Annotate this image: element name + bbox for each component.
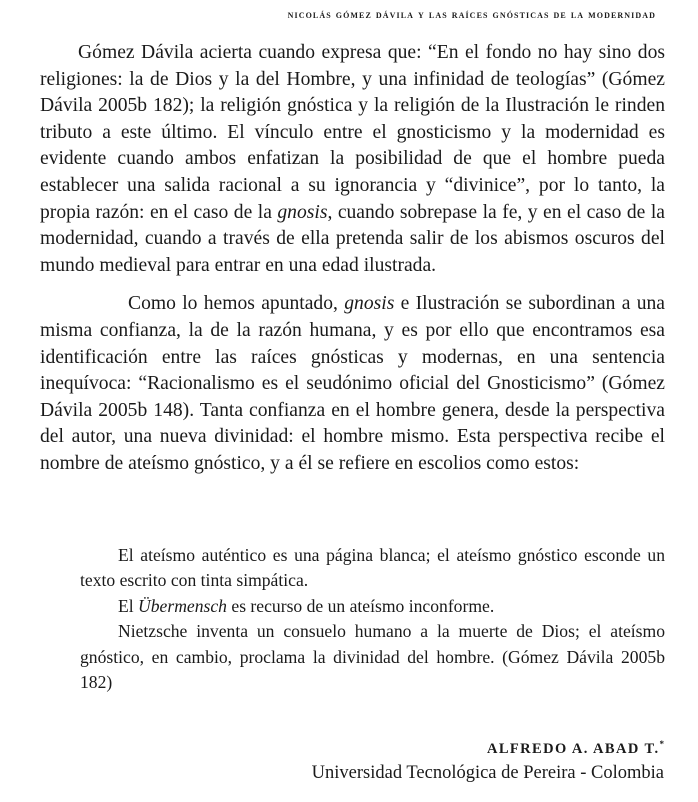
quote-3: Nietzsche inventa un consuelo humano a la muerte de Dios; el ateísmo gnóstico, en cambio, proclama la divinidad del hombre. (Gómez Dávila 2005b 182) <box>80 621 665 693</box>
running-head: nicolás gómez dávila y las raíces gnósticas de la modernidad <box>287 9 656 21</box>
quote-2-text-b: es recurso de un ateísmo inconforme. <box>226 595 495 616</box>
paragraph-1-text-b: , cuando sobrepase la fe, y en el caso de la modernidad, cuando a través de ella pretenda salir de los abismos oscuros del mundo medieval para entrar en una edad ilustrada. <box>40 201 665 276</box>
quote-2-text-a: El <box>118 595 139 616</box>
paragraph-2-italic: gnosis <box>344 293 395 315</box>
paragraph-1-text-a: Gómez Dávila acierta cuando expresa que: “En el fondo no hay sino dos religiones: la de Dios y la del Hombre, y una infinidad de teologías” (Gómez Dávila 2005b 182); la religión gnóstica y la religión de la Ilustración le rinden tributo a este último. El vínculo entre el gnosticismo y la modernidad es evidente cuando ambos enfatizan la posibilidad de que el hombre pueda establecer una salida racional a su ignorancia y “divinice”, por lo tanto, la propia razón: en el caso de la <box>40 42 665 223</box>
paragraph-2 <box>40 291 665 477</box>
quote-2 <box>80 594 665 619</box>
quote-2-italic: Übermensch <box>138 595 227 616</box>
block-quote <box>80 543 665 695</box>
paragraph-1 <box>40 40 665 279</box>
paragraph-1-italic: gnosis <box>277 201 328 223</box>
signature <box>312 733 664 786</box>
footnote-mark: * <box>659 739 664 749</box>
author-name <box>312 733 664 760</box>
paragraph-2-text-b: e Ilustración se subordinan a una misma confianza, la de la razón humana, y es por ello que encontramos esa identificación entre las raíces gnósticas y modernas, en una sentencia inequívoca: “Racionalismo es el seudónimo oficial del Gnosticismo” (Gómez Dávila 2005b 148). Tanta confianza en el hombre genera, desde la perspectiva del autor, una nueva divinidad: el hombre mismo. Esta perspectiva recibe el nombre de ateísmo gnóstico, y a él se refiere en escolios como estos: <box>40 293 665 474</box>
body-text <box>40 40 665 478</box>
affiliation: Universidad Tecnológica de Pereira - Colombia <box>311 762 664 783</box>
author-text: ALFREDO A. ABAD T. <box>486 740 660 757</box>
paragraph-2-text-a: Como lo hemos apuntado, <box>128 293 345 315</box>
quote-1: El ateísmo auténtico es una página blanca; el ateísmo gnóstico esconde un texto escrito con tinta simpática. <box>80 545 665 591</box>
